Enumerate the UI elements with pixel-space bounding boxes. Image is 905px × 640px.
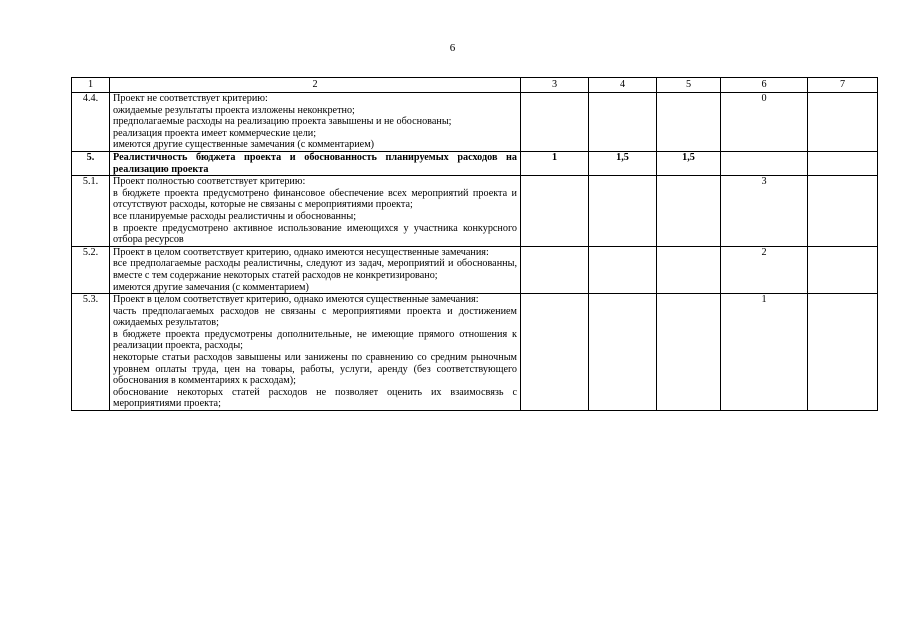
comment-cell [808, 176, 878, 247]
description-line: все планируемые расходы реалистичны и обоснованны; [113, 210, 357, 222]
section-title [110, 151, 521, 175]
row-description [110, 246, 521, 293]
value-col-4 [589, 93, 657, 152]
table-row [72, 246, 878, 293]
value-col-4: 1,5 [589, 151, 657, 175]
value-col-3 [521, 294, 589, 411]
description-line: Проект в целом соответствует критерию, однако имеются несущественные замечания: [113, 246, 489, 258]
description-line: все предполагаемые расходы реалистичны, следуют из задач, мероприятий и обоснованны, вместе с тем содержание некоторых статей расходов не конкретизировано; [113, 258, 517, 281]
value-col-5 [657, 294, 721, 411]
header-cell-3: 3 [521, 78, 589, 93]
description-line: Реалистичность бюджета проекта и обоснованность планируемых расходов на реализацию проекта [113, 151, 517, 175]
description-line: имеются другие существенные замечания (с комментарием) [113, 139, 375, 151]
value-col-5: 1,5 [657, 151, 721, 175]
description-line: Проект в целом соответствует критерию, однако имеются существенные замечания: [113, 294, 479, 306]
table-row [72, 93, 878, 152]
score-cell: 1 [721, 294, 808, 411]
comment-cell [808, 93, 878, 152]
row-number: 4.4. [72, 93, 110, 152]
criteria-table [71, 77, 878, 411]
header-cell-2: 2 [110, 78, 521, 93]
description-line: Проект полностью соответствует критерию: [113, 176, 306, 188]
description-line: часть предполагаемых расходов не связаны с мероприятиями проекта и достижением ожидаемых результатов; [113, 305, 517, 329]
value-col-5 [657, 93, 721, 152]
value-col-3: 1 [521, 151, 589, 175]
header-cell-4: 4 [589, 78, 657, 93]
page-number: 6 [449, 42, 456, 54]
header-cell-5: 5 [657, 78, 721, 93]
section-row [72, 151, 878, 175]
score-cell [721, 151, 808, 175]
value-col-3 [521, 246, 589, 293]
description-line: некоторые статьи расходов завышены или занижены по сравнению со средним рыночным уровнем оплаты труда, цен на товары, работы, услуги, аренду (без соответствующего обоснования в комментариях к расходам); [113, 352, 517, 387]
row-description [110, 93, 521, 152]
value-col-4 [589, 176, 657, 247]
value-col-5 [657, 246, 721, 293]
comment-cell [808, 294, 878, 411]
row-description [110, 176, 521, 247]
row-number: 5.1. [72, 176, 110, 247]
value-col-5 [657, 176, 721, 247]
comment-cell [808, 246, 878, 293]
score-cell: 0 [721, 93, 808, 152]
table-header-row [72, 78, 878, 93]
header-cell-1: 1 [72, 78, 110, 93]
score-cell: 3 [721, 176, 808, 247]
header-cell-7: 7 [808, 78, 878, 93]
description-line: ожидаемые результаты проекта изложены неконкретно; [113, 104, 355, 116]
description-line: предполагаемые расходы на реализацию проекта завышены и не обоснованы; [113, 116, 452, 128]
row-number: 5.2. [72, 246, 110, 293]
description-line: Проект не соответствует критерию: [113, 93, 268, 104]
description-line: обоснование некоторых статей расходов не позволяет оценить их взаимосвязь с мероприятиями проекта; [113, 386, 517, 410]
value-col-4 [589, 294, 657, 411]
table-row [72, 176, 878, 247]
row-number: 5. [72, 151, 110, 175]
value-col-3 [521, 93, 589, 152]
description-line: в бюджете проекта предусмотрены дополнительные, не имеющие прямого отношения к реализации проекта, расходы; [113, 328, 517, 352]
description-line: в проекте предусмотрено активное использование имеющихся у участника конкурсного отбора ресурсов [113, 222, 517, 246]
row-description [110, 294, 521, 411]
description-line: реализация проекта имеет коммерческие цели; [113, 127, 317, 139]
table-row [72, 294, 878, 411]
description-line: имеются другие замечания (с комментарием) [113, 281, 309, 293]
comment-cell [808, 151, 878, 175]
score-cell: 2 [721, 246, 808, 293]
value-col-4 [589, 246, 657, 293]
description-line: в бюджете проекта предусмотрено финансовое обеспечение всех мероприятий проекта и отсутствуют расходы, которые не связаны с мероприятиями проекта; [113, 187, 517, 211]
header-cell-6: 6 [721, 78, 808, 93]
row-number: 5.3. [72, 294, 110, 411]
value-col-3 [521, 176, 589, 247]
